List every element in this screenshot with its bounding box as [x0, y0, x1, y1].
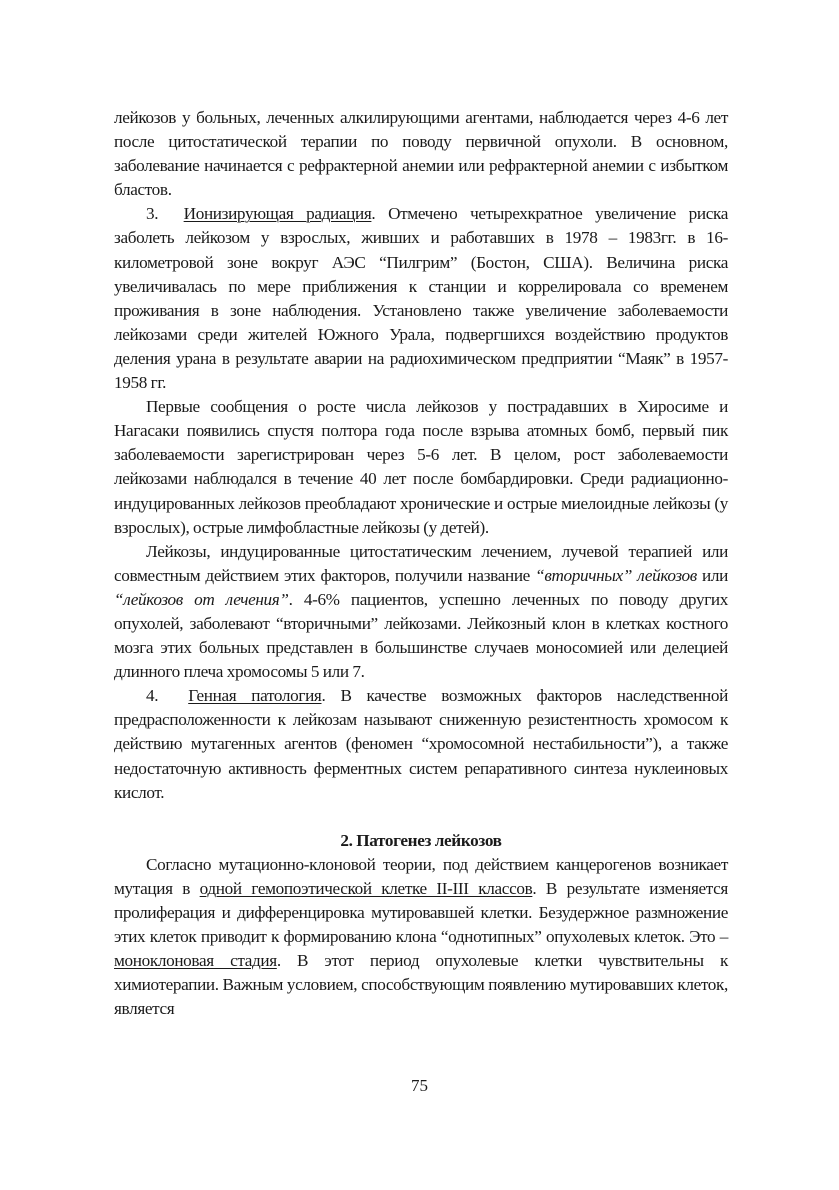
body-text: [114, 106, 728, 1021]
term-monoclonal-stage: моноклоновая стадия: [114, 951, 277, 971]
list-number: 3.: [146, 204, 159, 224]
paragraph-text: . В качестве возможных факторов наследственной предрасположенности к лейкозам называют сниженную резистентность хромосом к действию мутагенных агентов (феномен “хромосомной нестабильности”), а также недостаточную активность ферментных систем репаративного синтеза нуклеиновых кислот.: [114, 686, 729, 802]
page-number: 75: [411, 1076, 428, 1095]
section-title: 2. Патогенез лейкозов: [340, 830, 502, 850]
paragraph-text: Согласно мутационно-клоновой теории, под действием канцерогенов возникает мутация в: [114, 854, 728, 898]
paragraph-ionizing-radiation: [114, 202, 728, 395]
italic-term-treatment: “лейкозов от лечения”: [114, 589, 289, 609]
term-single-cell: одной гемопоэтической клетке II-III классов: [199, 878, 533, 898]
paragraph-text: . В этот период опухолевые клетки чувствительны к химиотерапии. Важным условием, способствующим появлению мутировавших клеток, является: [114, 951, 728, 1019]
paragraph-text: или: [696, 565, 728, 585]
paragraph-gene-pathology: [114, 684, 728, 804]
term-gene-pathology: Генная патология: [188, 686, 322, 706]
term-ionizing-radiation: Ионизирующая радиация: [183, 204, 372, 224]
list-number: 4.: [146, 686, 159, 706]
paragraph-hiroshima: Первые сообщения о росте числа лейкозов у пострадавших в Хиросиме и Нагасаки появились спустя полтора года после взрыва атомных бомб, первый пик заболеваемости зарегистрирован через 5-6 лет. В целом, рост заболеваемости лейкозами наблюдался в течение 40 лет после бомбардировки. Среди радиационно-индуцированных лейкозов преобладают хронические и острые миелоидные лейкозы (у взрослых), острые лимфобластные лейкозы (у детей).: [114, 397, 728, 537]
paragraph-text: . 4-6% пациентов, успешно леченных по поводу других опухолей, заболевают “вторичными” лейкозами. Лейкозный клон в клетках костного мозга этих больных представлен в большинстве случаев моносомией или делецией длинного плеча хромосомы 5 или 7.: [114, 589, 728, 682]
paragraph-continuation: лейкозов у больных, леченных алкилирующими агентами, наблюдается через 4-6 лет после цитостатической терапии по поводу первичной опухоли. В основном, заболевание начинается с рефрактерной анемии или рефрактерной анемии с избытком бластов.: [114, 108, 728, 200]
paragraph-text: . Отмечено четырехкратное увеличение риска заболеть лейкозом у взрослых, живших и работавших в 1978 – 1983гг. в 16-километровой зоне вокруг АЭС “Пилгрим” (Бостон, США). Величина риска увеличивалась по мере приближения к станции и коррелировала со временем проживания в зоне наблюдения. Установлено также увеличение заболеваемости лейкозами среди жителей Южного Урала, подвергшихся воздействию продуктов деления урана в результате аварии на радиохимическом предприятии “Маяк” в 1957-1958 гг.: [114, 204, 728, 393]
paragraph-pathogenesis: [114, 853, 728, 1022]
paragraph-text: Лейкозы, индуцированные цитостатическим лечением, лучевой терапией или совместным действием этих факторов, получили название: [114, 541, 728, 585]
paragraph-secondary-leukemia: [114, 540, 728, 685]
paragraph-text: . В результате изменяется пролиферация и дифференцировка мутировавшей клетки. Безудержное размножение этих клеток приводит к формированию клона “однотипных” опухолевых клеток. Это –: [114, 878, 728, 947]
italic-term-secondary: “вторичных” лейкозов: [535, 565, 697, 585]
